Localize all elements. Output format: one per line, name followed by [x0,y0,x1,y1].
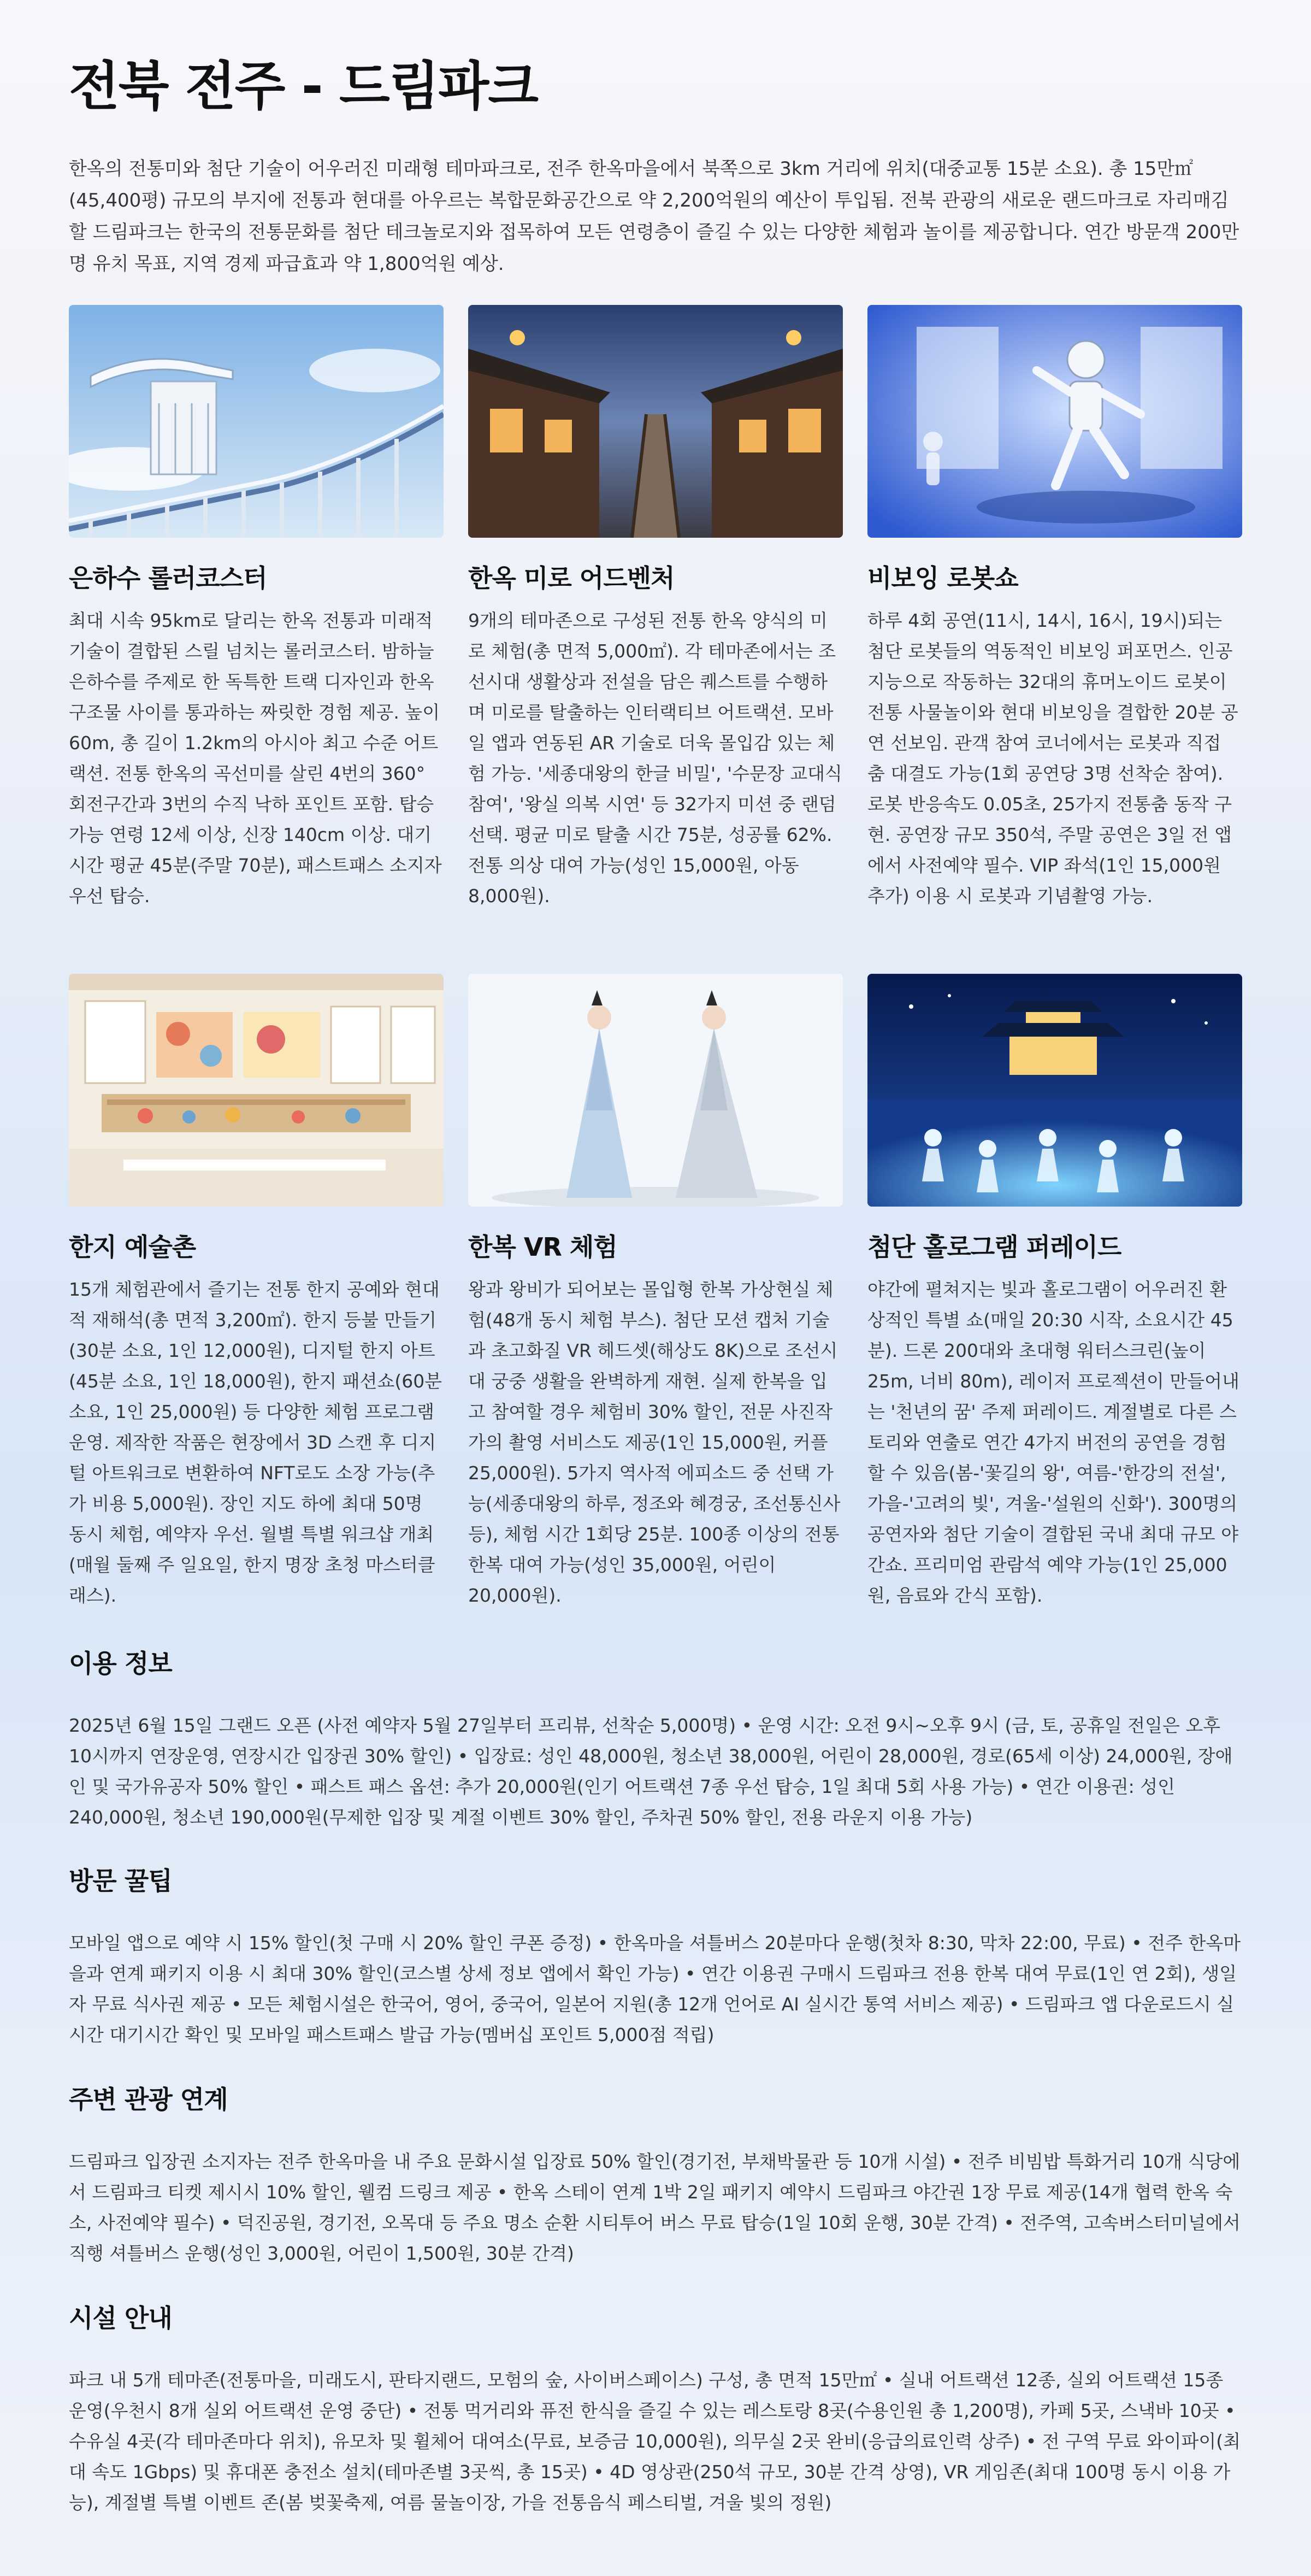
section-heading: 이용 정보 [69,1649,172,1678]
hologram-parade-image [867,974,1242,1207]
attraction-title: 한복 VR 체험 [468,1232,617,1262]
attraction-card [468,974,843,1611]
hanbok-vr-image [468,974,843,1207]
attraction-title: 한지 예술촌 [69,1232,196,1262]
attraction-card [69,305,444,911]
attraction-description: 15개 체험관에서 즐기는 전통 한지 공예와 현대적 재해석(총 면적 3,200㎡). 한지 등불 만들기(30분 소요, 1인 12,000원), 디지털 한지 아트(45분 소요, 1인 18,000원), 한지 패션쇼(60분 소요, 1인 25,000원) 등 다양한 체험 프로그램 운영. 제작한 작품은 현장에서 3D 스캔 후 디지털 아트워크로 변환하여 NFT로도 소장 가능(추가 비용 5,000원). 장인 지도 하에 최대 50명 동시 체험, 예약자 우선. 월별 특별 워크샵 개최(매월 둘째 주 일요일, 한지 명장 초청 마스터클래스). [69,1279,442,1606]
attractions-grid-row-2 [69,974,1242,1611]
attraction-title: 첨단 홀로그램 퍼레이드 [867,1232,1121,1262]
section-body: 파크 내 5개 테마존(전통마을, 미래도시, 판타지랜드, 모험의 숲, 사이버스페이스) 구성, 총 면적 15만㎡ • 실내 어트랙션 12종, 실외 어트랙션 15종 운영(우천시 8개 실외 어트랙션 운영 중단) • 전통 먹거리와 퓨전 한식을 즐길 수 있는 레스토랑 8곳(수용인원 총 1,200명), 카페 5곳, 스낵바 10곳 • 수유실 4곳(각 테마존마다 위치), 유모차 및 휠체어 대여소(무료, 보증금 10,000원), 의무실 2곳 완비(응급의료인력 상주) • 전 구역 무료 와이파이(최대 속도 1Gbps) 및 휴대폰 충전소 설치(테마존별 3곳씩, 총 15곳) • 4D 영상관(250석 규모, 30분 간격 상영), VR 게임존(최대 100명 동시 이용 가능), 계절별 특별 이벤트 존(봄 벚꽃축제, 여름 물놀이장, 가을 전통음식 페스티벌, 겨울 빛의 정원) [69,2369,1241,2513]
visit-tips-section [69,1861,1242,2050]
section-heading: 주변 관광 연계 [69,2085,228,2114]
robot-show-image [867,305,1242,538]
attraction-card [867,305,1242,911]
attraction-title: 은하수 롤러코스터 [69,563,267,593]
attraction-description: 왕과 왕비가 되어보는 몰입형 한복 가상현실 체험(48개 동시 체험 부스). 첨단 모션 캡처 기술과 초고화질 VR 헤드셋(해상도 8K)으로 조선시대 궁중 생활을 완벽하게 재현. 실제 한복을 입고 참여할 경우 체험비 30% 할인, 전문 사진작가의 촬영 서비스도 제공(1인 15,000원, 커플 25,000원). 5가지 역사적 에피소드 중 선택 가능(세종대왕의 하루, 정조와 혜경궁, 조선통신사 등), 체험 시간 1회당 25분. 100종 이상의 전통 한복 대여 가능(성인 35,000원, 어린이 20,000원). [468,1279,841,1606]
nearby-tourism-section [69,2080,1242,2269]
attraction-description: 하루 4회 공연(11시, 14시, 16시, 19시)되는 첨단 로봇들의 역동적인 비보잉 퍼포먼스. 인공지능으로 작동하는 32대의 휴머노이드 로봇이 전통 사물놀이와 현대 비보잉을 결합한 20분 공연 선보임. 관객 참여 코너에서는 로봇과 직접 춤 대결도 가능(1회 공연당 3명 선착순 참여). 로봇 반응속도 0.05초, 25가지 전통춤 동작 구현. 공연장 규모 350석, 주말 공연은 3일 전 앱에서 사전예약 필수. VIP 좌석(1인 15,000원 추가) 이용 시 로봇과 기념촬영 가능. [867,610,1238,907]
attraction-card [69,974,444,1611]
intro-paragraph: 한옥의 전통미와 첨단 기술이 어우러진 미래형 테마파크로, 전주 한옥마을에서 북쪽으로 3km 거리에 위치(대중교통 15분 소요). 총 15만㎡(45,400평) 규모의 부지에 전통과 현대를 아우르는 복합문화공간으로 약 2,200억원의 예산이 투입됨. 전북 관광의 새로운 랜드마크로 자리매김할 드림파크는 한국의 전통문화를 첨단 테크놀로지와 접목하여 모든 연령층이 즐길 수 있는 다양한 체험과 놀이를 제공합니다. 연간 방문객 200만명 유치 목표, 지역 경제 파급효과 약 1,800억원 예상. [69,158,1239,275]
page-title: 전북 전주 - 드림파크 [69,56,538,117]
attraction-title: 한옥 미로 어드벤처 [468,563,675,593]
section-heading: 방문 꿀팁 [69,1866,172,1896]
attraction-card [468,305,843,911]
section-body: 모바일 앱으로 예약 시 15% 할인(첫 구매 시 20% 할인 쿠폰 증정) • 한옥마을 셔틀버스 20분마다 운행(첫차 8:30, 막차 22:00, 무료) • 전주 한옥마을과 연계 패키지 이용 시 최대 30% 할인(코스별 상세 정보 앱에서 확인 가능) • 연간 이용권 구매시 드림파크 전용 한복 대여 무료(1인 연 2회), 생일자 무료 식사권 제공 • 모든 체험시설은 한국어, 영어, 중국어, 일본어 지원(총 12개 언어로 AI 실시간 통역 서비스 제공) • 드림파크 앱 다운로드시 실시간 대기시간 확인 및 모바일 패스트패스 발급 가능(멤버십 포인트 5,000점 적립) [69,1932,1241,2045]
attraction-title: 비보잉 로봇쇼 [867,563,1018,593]
section-body: 2025년 6월 15일 그랜드 오픈 (사전 예약자 5월 27일부터 프리뷰, 선착순 5,000명) • 운영 시간: 오전 9시~오후 9시 (금, 토, 공휴일 전일은 오후 10시까지 연장운영, 연장시간 입장권 30% 할인) • 입장료: 성인 48,000원, 청소년 38,000원, 어린이 28,000원, 경로(65세 이상) 24,000원, 장애인 및 국가유공자 50% 할인 • 패스트 패스 옵션: 추가 20,000원(인기 어트랙션 7종 우선 탑승, 1일 최대 5회 사용 가능) • 연간 이용권: 성인 240,000원, 청소년 190,000원(무제한 입장 및 계절 이벤트 30% 할인, 주차권 50% 할인, 전용 라운지 이용 가능) [69,1715,1233,1828]
attraction-card [867,974,1242,1611]
section-body: 드림파크 입장권 소지자는 전주 한옥마을 내 주요 문화시설 입장료 50% 할인(경기전, 부채박물관 등 10개 시설) • 전주 비빔밥 특화거리 10개 식당에서 드림파크 티켓 제시시 10% 할인, 웰컴 드링크 제공 • 한옥 스테이 연계 1박 2일 패키지 예약시 드림파크 야간권 1장 무료 제공(14개 협력 한옥 숙소, 사전예약 필수) • 덕진공원, 경기전, 오목대 등 주요 명소 순환 시티투어 버스 무료 탑승(1일 10회 운행, 30분 간격) • 전주역, 고속버스터미널에서 직행 셔틀버스 운행(성인 3,000원, 어린이 1,500원, 30분 간격) [69,2151,1241,2264]
section-heading: 시설 안내 [69,2303,172,2333]
attraction-description: 최대 시속 95km로 달리는 한옥 전통과 미래적 기술이 결합된 스릴 넘치는 롤러코스터. 밤하늘 은하수를 주제로 한 독특한 트랙 디자인과 한옥 구조물 사이를 통과하는 짜릿한 경험 제공. 높이 60m, 총 길이 1.2km의 아시아 최고 수준 어트랙션. 전통 한옥의 곡선미를 살린 4번의 360° 회전구간과 3번의 수직 낙하 포인트 포함. 탑승 가능 연령 12세 이상, 신장 140cm 이상. 대기시간 평균 45분(주말 70분), 패스트패스 소지자 우선 탑승. [69,610,442,907]
attractions-grid-row-1 [69,305,1242,911]
usage-info-section [69,1644,1242,1833]
hanji-village-image [69,974,444,1207]
roller-coaster-image [69,305,444,538]
hanok-maze-image [468,305,843,538]
facility-guide-section [69,2298,1242,2518]
attraction-description: 9개의 테마존으로 구성된 전통 한옥 양식의 미로 체험(총 면적 5,000㎡). 각 테마존에서는 조선시대 생활상과 전설을 담은 퀘스트를 수행하며 미로를 탈출하는 인터랙티브 어트랙션. 모바일 앱과 연동된 AR 기술로 더욱 몰입감 있는 체험 가능. '세종대왕의 한글 비밀', '수문장 교대식 참여', '왕실 의복 시연' 등 32가지 미션 중 랜덤 선택. 평균 미로 탈출 시간 75분, 성공률 62%. 전통 의상 대여 가능(성인 15,000원, 아동 8,000원). [468,610,842,907]
attraction-description: 야간에 펼쳐지는 빛과 홀로그램이 어우러진 환상적인 특별 쇼(매일 20:30 시작, 소요시간 45분). 드론 200대와 초대형 워터스크린(높이 25m, 너비 80m), 레이저 프로젝션이 만들어내는 '천년의 꿈' 주제 퍼레이드. 계절별로 다른 스토리와 연출로 연간 4가지 버전의 공연을 경험할 수 있음(봄-'꽃길의 왕', 여름-'한강의 전설', 가을-'고려의 빛', 겨울-'설원의 신화'). 300명의 공연자와 첨단 기술이 결합된 국내 최대 규모 야간쇼. 프리미엄 관람석 예약 가능(1인 25,000원, 음료와 간식 포함). [867,1279,1239,1606]
